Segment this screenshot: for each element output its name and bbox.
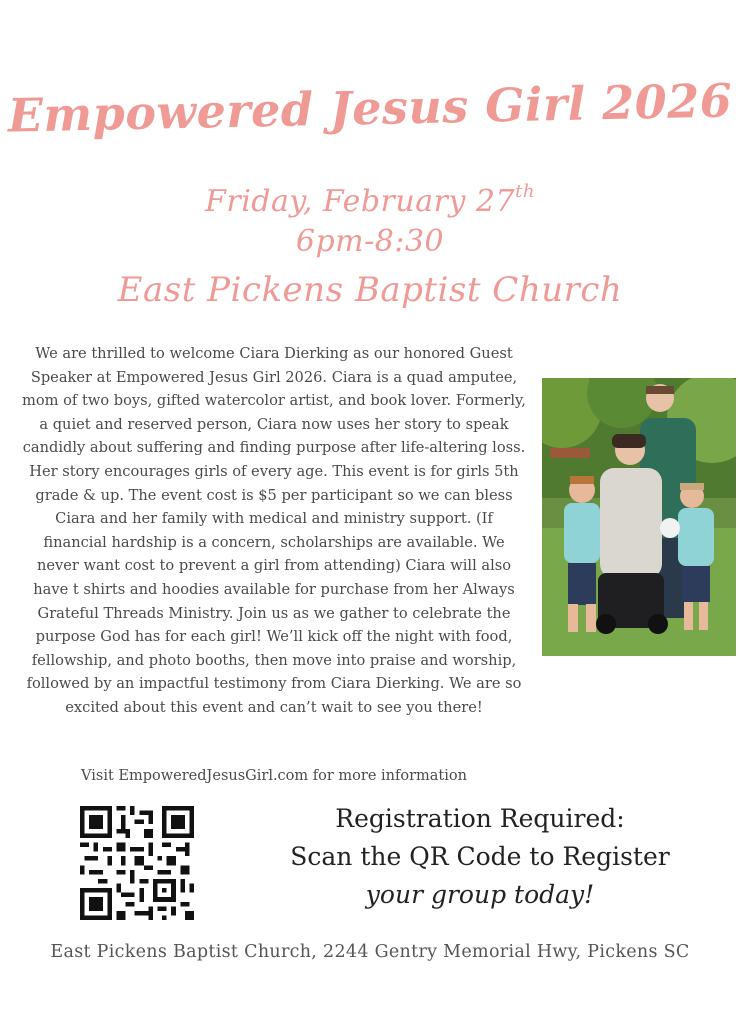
event-description: We are thrilled to welcome Ciara Dierking as our honored Guest Speaker at Empowered Jesus Girl 2026. Ciara is a quad amputee, mom of two boys, gifted watercolor artist, and book lover. Formerly, a quiet and reserved person, Ciara now uses her story to speak candidly about suffering and finding purpose after life-altering loss. Her story encourages girls of every age. This event is for girls 5th grade & up. The event cost is $5 per participant so we can bless Ciara and her family with medical and ministry support. (If financial hardship is a concern, scholarships are available. We never want cost to prevent a girl from attending) Ciara will also have t shirts and hoodies available for purchase from her Always Grateful Threads Ministry. Join us as we gather to celebrate the purpose God has for each girl! We’ll kick off the night with food, fellowship, and photo booths, then move into praise and worship, followed by an impactful testimony from Ciara Dierking. We are so excited about this event and can’t wait to see you there! xyxy=(22,345,526,716)
registration-line-2: Scan the QR Code to Register xyxy=(290,842,670,871)
event-title: Empowered Jesus Girl 2026 xyxy=(7,73,733,143)
registration-qr-code[interactable] xyxy=(80,806,194,920)
event-date xyxy=(0,172,740,222)
event-venue: East Pickens Baptist Church xyxy=(117,270,623,310)
registration-callout xyxy=(260,800,700,914)
event-date-main: Friday, February 27 xyxy=(205,184,516,219)
event-date-suffix: th xyxy=(515,181,535,202)
website-info: Visit EmpoweredJesusGirl.com for more information xyxy=(81,768,467,784)
speaker-family-photo xyxy=(542,378,736,656)
registration-line-3: your group today! xyxy=(365,880,595,909)
registration-line-1: Registration Required: xyxy=(335,804,625,833)
event-time: 6pm-8:30 xyxy=(295,224,445,259)
church-address: East Pickens Baptist Church, 2244 Gentry Memorial Hwy, Pickens SC xyxy=(50,942,690,962)
